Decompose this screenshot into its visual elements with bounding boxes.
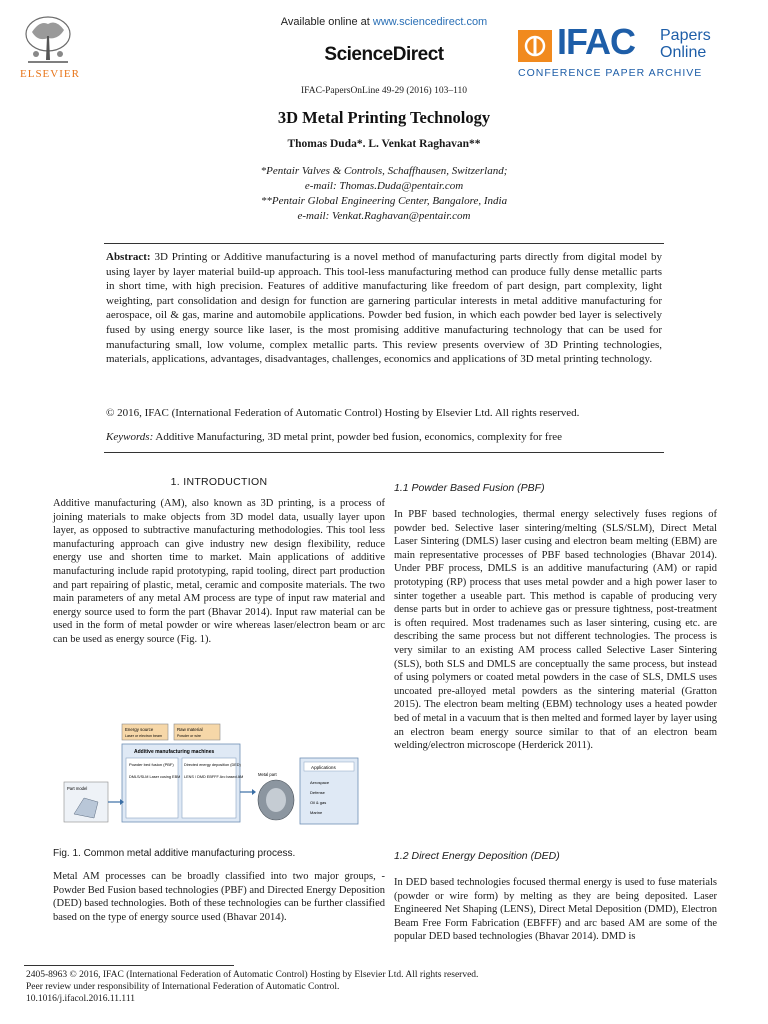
- email-line: e-mail: Venkat.Raghavan@pentair.com: [297, 210, 471, 222]
- abstract-bottom-rule: [104, 452, 664, 453]
- fig-applications: Applications: [311, 765, 336, 770]
- intro-paragraph-2: Metal AM processes can be broadly classified into two major groups, - Powder Bed Fusion based technologies (PBF) and Directed Energy Deposition (DED) based technologies. Both of these technologies can be further classified based on the type of energy source used (Bhavar 2014).: [53, 871, 385, 923]
- subsection-title-ded: 1.2 Direct Energy Deposition (DED): [394, 850, 560, 862]
- abstract-copyright: © 2016, IFAC (International Federation of Automatic Control) Hosting by Elsevier Ltd. All rights reserved.: [106, 407, 580, 419]
- fig-metal-part: Metal part: [258, 772, 277, 777]
- paper-authors: Thomas Duda*. L. Venkat Raghavan**: [287, 138, 481, 150]
- abstract-text: 3D Printing or Additive manufacturing is a novel method of manufacturing parts directly from digital model by using layer by layer material build-up approach. This tool-less manufacturing method can produce fully dense metallic parts in short time, with high precision. Features of additive manufacturing like freedom of part design, part complexity, light weighting, part consolidation and design for function are garnering particular interests in metal additive manufacturing for aerospace, oil & gas, marine and automobile applications. Powder bed fusion, in which each powder bed layer is selectively fused by using energy source like laser, is the most promising additive manufacturing technology that can be used for manufacturing small, low volume, complex metallic parts. This review presents overview of 3D Printing technologies, materials, applications, advantages, disadvantages, challenges, economics and applications of 3D metal printing technology.: [106, 251, 663, 366]
- affiliation-line: *Pentair Valves & Controls, Schaffhausen, Switzerland;: [260, 165, 508, 177]
- footer-issn: 2405-8963 © 2016, IFAC (International Federation of Automatic Control) Hosting by Elsevier Ltd. All rights reserved.: [26, 970, 479, 980]
- fig-pbf-items: DMLS/SLM Laser cusing EBM: [129, 775, 181, 779]
- sciencedirect-brand: ScienceDirect: [324, 44, 444, 65]
- publisher-logo-text: ELSEVIER: [20, 68, 80, 80]
- fig-raw-material-sub: Powder or wire: [177, 734, 201, 738]
- footer-peer-review: Peer review under responsibility of International Federation of Automatic Control.: [26, 982, 340, 992]
- fig-part-model: Part model: [67, 786, 88, 791]
- fig-ded: Directed energy deposition (DED): [184, 763, 241, 767]
- ifac-papers-online: [660, 27, 711, 61]
- keywords-text: Additive Manufacturing, 3D metal print, powder bed fusion, economics, complexity for free: [155, 431, 563, 443]
- fig-raw-material: Raw material: [177, 727, 203, 732]
- figure-1-process-diagram: [62, 722, 362, 834]
- fig-app-item: Defense: [310, 790, 325, 795]
- keywords-label: Keywords:: [106, 431, 154, 443]
- fig-metal-part-core: [266, 788, 286, 812]
- abstract-label: Abstract:: [106, 251, 151, 263]
- ifac-logo-text: IFAC: [557, 21, 636, 62]
- section-title-introduction: 1. INTRODUCTION: [170, 476, 268, 488]
- abstract-top-rule: [104, 243, 664, 244]
- fig-app-item: Aerospace: [310, 780, 330, 785]
- ifac-online: Online: [660, 44, 707, 61]
- ded-paragraph: In DED based technologies focused thermal energy is used to fuse materials (powder or wire form) by melting as they are being deposited. Laser Engineered Net Shaping (LENS), Direct Metal Deposition (DMD), Electron Beam Free Form Fabrication (EBFFF) and arc based AM are some of the popular DED based technologies (Bhavar 2014). DMD is: [394, 877, 717, 943]
- available-prefix: Available online at: [280, 16, 370, 28]
- footer-doi[interactable]: 10.1016/j.ifacol.2016.11.111: [26, 994, 135, 1004]
- fig-pbf: Powder bed fusion (PBF): [129, 762, 174, 767]
- fig-energy-source-sub: Laser or electron beam: [125, 734, 162, 738]
- fig-app-item: Marine: [310, 810, 323, 815]
- fig-machines: Additive manufacturing machines: [134, 749, 215, 755]
- ifac-papers: Papers: [660, 27, 711, 44]
- journal-citation: IFAC-PapersOnLine 49-29 (2016) 103–110: [301, 86, 467, 96]
- email-line: e-mail: Thomas.Duda@pentair.com: [304, 180, 464, 192]
- pbf-paragraph: In PBF based technologies, thermal energy selectively fuses regions of powder bed. Selective laser sintering/melting (SLS/SLM), Direct Metal Laser Sintering (DMLS) laser cusing and electron beam melting (EBM) are main representative processes of PBF based technologies (Bhavar 2014). Under PBF process, DMLS is an additive manufacturing (AM) or rapid prototyping (RP) process that uses metal powder and a high power laser to sinter together a useable part. This method is capable of producing very dense parts but in order to achieve gas or pressure tightness, post-treatment is often required. Most tradenames such as laser sintering, cusing etc. are describing the same process but not different technologies. The process is very similar to an existing AM process called Selective Laser Sintering (SLS), both SLS and DMLS are conceptually the same process, but instead of using polymers or coated metal powders in the case of SLS, DMLS uses uncoated pre-alloyed metal powders as the sintering material (Gratton 2015). The electron beam melting (EBM) technology uses a heated powder bed of metal in a vacuum that is then melted and formed layer by layer using an electron beam energy source similar to that of an electron beam welding/electron microscope (Herderick 2011).: [394, 509, 717, 752]
- sciencedirect-link[interactable]: www.sciencedirect.com: [372, 16, 488, 28]
- fig-app-item: Oil & gas: [310, 800, 327, 805]
- fig-energy-source: Energy source: [125, 727, 154, 732]
- ifac-subtitle: CONFERENCE PAPER ARCHIVE: [518, 67, 703, 79]
- subsection-title-pbf: 1.1 Powder Based Fusion (PBF): [394, 482, 545, 494]
- footer-rule: [24, 965, 234, 966]
- abstract: [106, 250, 662, 367]
- fig-ded-items: LENS / DMD EBFFF Arc based AM: [184, 775, 244, 779]
- available-online: [0, 16, 768, 28]
- intro-paragraph-1: Additive manufacturing (AM), also known as 3D printing, is a process of joining materials to make objects from 3D model data, usually layer upon layer, as opposed to subtractive manufacturing methodologies. This tool less manufacturing approach can give industry new design flexibility, reduce energy use and shorten time to market. Main applications of additive manufacturing include rapid prototyping, rapid tooling, direct part production and part repairing of plastic, metal, ceramic and composite materials. The two main parameters of any metal AM process are type of input raw material and energy source used to form the part (Bhavar 2014). Input raw material can be used in the form of metal powder or wire whereas laser/electron beam or arc can be used as energy source (Fig. 1).: [53, 498, 385, 645]
- figure-1-caption: Fig. 1. Common metal additive manufacturing process.: [53, 848, 296, 859]
- keywords: [106, 431, 662, 443]
- affiliation-line: **Pentair Global Engineering Center, Bangalore, India: [260, 195, 508, 207]
- paper-title: 3D Metal Printing Technology: [277, 108, 491, 127]
- ifac-logo-mark-icon: [518, 30, 552, 62]
